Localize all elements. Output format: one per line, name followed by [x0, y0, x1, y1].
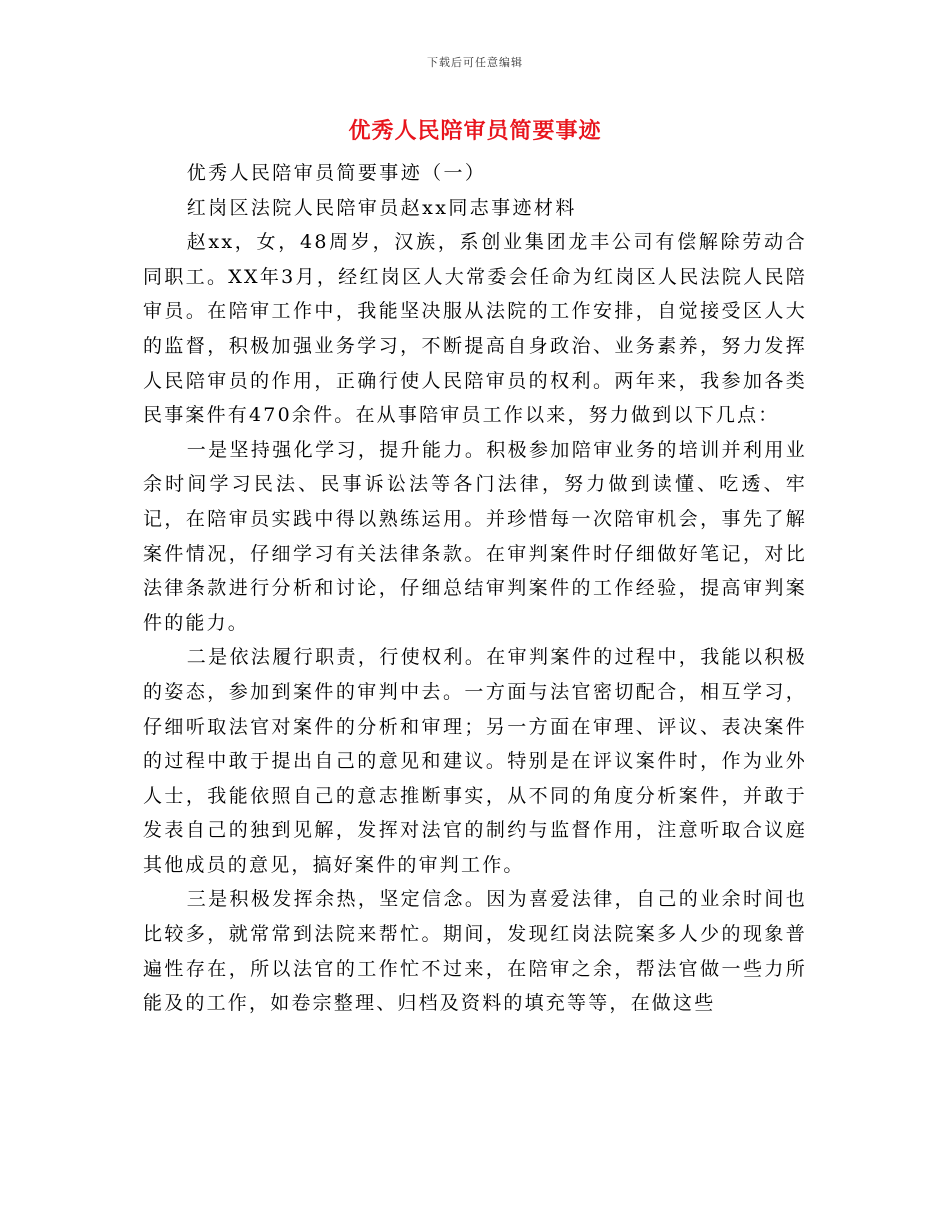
header-note: 下载后可任意编辑 — [427, 56, 523, 69]
paragraph-point-two: 二是依法履行职责，行使权利。在审判案件的过程中，我能以积极的姿态，参加到案件的审判中去。一方面与法官密切配合，相互学习，仔细听取法官对案件的分析和审理；另一方面在审理、评议、表决案件的过程中敢于提出自己的意见和建议。特别是在评议案件时，作为业外人士，我能依照自己的意志推断事实，从不同的角度分析案件，并敢于发表自己的独到见解，发挥对法官的制约与监督作用，注意听取合议庭其他成员的意见，搞好案件的审判工作。 — [143, 646, 807, 876]
document-subtitle: 优秀人民陪审员简要事迹（一） — [186, 162, 487, 184]
document-title: 优秀人民陪审员简要事迹 — [348, 118, 602, 144]
paragraph-point-three: 三是积极发挥余热，坚定信念。因为喜爱法律，自己的业余时间也比较多，就常常到法院来帮忙。期间，发现红岗法院案多人少的现象普遍性存在，所以法官的工作忙不过来，在陪审之余，帮法官做一些力所能及的工作，如卷宗整理、归档及资料的填充等等，在做这些 — [143, 888, 807, 1015]
paragraph-intro: 赵xx，女，48周岁，汉族，系创业集团龙丰公司有偿解除劳动合同职工。XX年3月，经红岗区人大常委会任命为红岗区人民法院人民陪审员。在陪审工作中，我能坚决服从法院的工作安排，自觉接受区人大的监督，积极加强业务学习，不断提高自身政治、业务素养，努力发挥人民陪审员的作用，正确行使人民陪审员的权利。两年来，我参加各类民事案件有470余件。在从事陪审员工作以来，努力做到以下几点： — [143, 231, 807, 427]
document-body — [143, 156, 807, 1021]
material-title: 红岗区法院人民陪审员赵xx同志事迹材料 — [186, 196, 577, 219]
paragraph-point-one: 一是坚持强化学习，提升能力。积极参加陪审业务的培训并利用业余时间学习民法、民事诉讼法等各门法律，努力做到读懂、吃透、牢记，在陪审员实践中得以熟练运用。并珍惜每一次陪审机会，事先了解案件情况，仔细学习有关法律条款。在审判案件时仔细做好笔记，对比法律条款进行分析和讨论，仔细总结审判案件的工作经验，提高审判案件的能力。 — [143, 438, 807, 634]
